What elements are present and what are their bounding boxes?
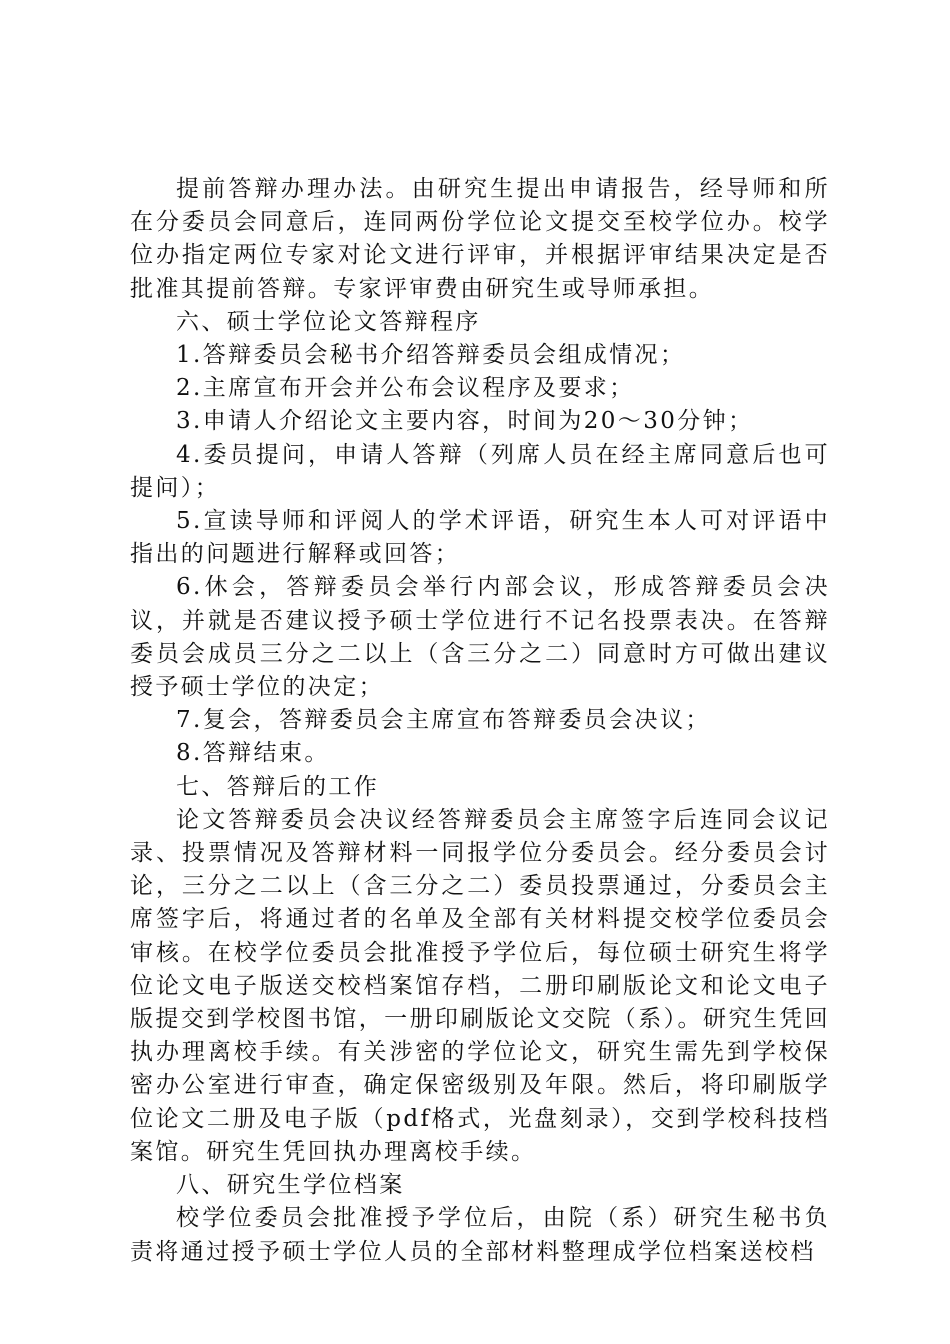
document-body bbox=[130, 173, 830, 1269]
procedure-step-3: 3.申请人介绍论文主要内容，时间为20～30分钟； bbox=[176, 408, 754, 435]
procedure-step-8: 8.答辩结束。 bbox=[176, 740, 330, 767]
procedure-step-4: 4.委员提问，申请人答辩（列席人员在经主席同意后也可提问）； bbox=[130, 441, 830, 501]
procedure-step-7: 7.复会，答辩委员会主席宣布答辩委员会决议； bbox=[176, 707, 711, 734]
paragraph-early-defense: 提前答辩办理办法。由研究生提出申请报告，经导师和所在分委员会同意后，连同两份学位论文提交至校学位办。校学位办指定两位专家对论文进行评审，并根据评审结果决定是否批准其提前答辩。专家评审费由研究生或导师承担。 bbox=[130, 176, 830, 302]
paragraph-degree-archive: 校学位委员会批准授予学位后，由院（系）研究生秘书负责将通过授予硕士学位人员的全部材料整理成学位档案送校档 bbox=[130, 1205, 830, 1265]
section-heading-post-defense: 七、答辩后的工作 bbox=[176, 773, 380, 800]
section-heading-defense-procedure: 六、硕士学位论文答辩程序 bbox=[176, 308, 481, 335]
procedure-step-1: 1.答辩委员会秘书介绍答辩委员会组成情况； bbox=[176, 342, 686, 369]
procedure-step-5: 5.宣读导师和评阅人的学术评语，研究生本人可对评语中指出的问题进行解释或回答； bbox=[130, 508, 830, 568]
paragraph-post-defense-work: 论文答辩委员会决议经答辩委员会主席签字后连同会议记录、投票情况及答辩材料一同报学位分委员会。经分委员会讨论，三分之二以上（含三分之二）委员投票通过，分委员会主席签字后，将通过者的名单及全部有关材料提交校学位委员会审核。在校学位委员会批准授予学位后，每位硕士研究生将学位论文电子版送交校档案馆存档，二册印刷版论文和论文电子版提交到学校图书馆，一册印刷版论文交院（系）。研究生凭回执办理离校手续。有关涉密的学位论文，研究生需先到学校保密办公室进行审查，确定保密级别及年限。然后，将印刷版学位论文二册及电子版（pdf格式，光盘刻录），交到学校科技档案馆。研究生凭回执办理离校手续。 bbox=[130, 806, 830, 1165]
procedure-step-6: 6.休会，答辩委员会举行内部会议，形成答辩委员会决议，并就是否建议授予硕士学位进行不记名投票表决。在答辩委员会成员三分之二以上（含三分之二）同意时方可做出建议授予硕士学位的决定； bbox=[130, 574, 830, 701]
procedure-step-2: 2.主席宣布开会并公布会议程序及要求； bbox=[176, 375, 635, 402]
section-heading-degree-archive: 八、研究生学位档案 bbox=[176, 1172, 405, 1199]
